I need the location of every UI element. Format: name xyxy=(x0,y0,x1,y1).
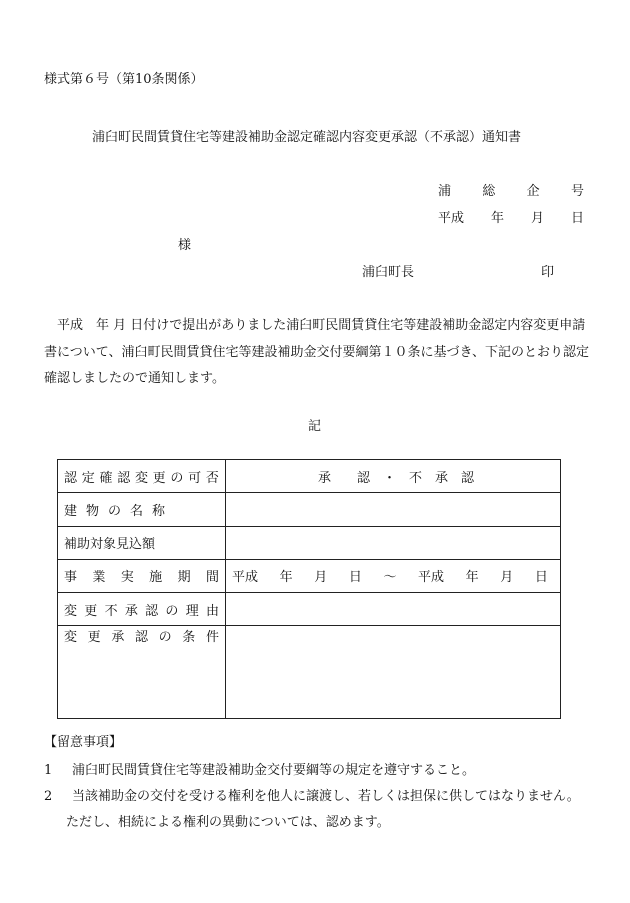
table-row xyxy=(58,593,561,626)
label-char: 変 xyxy=(64,603,78,619)
label-char: 期 xyxy=(177,570,191,586)
issuer-char: 浦 xyxy=(438,184,452,199)
table-row xyxy=(58,460,561,493)
table-row xyxy=(58,526,561,559)
seal-mark: 印 xyxy=(541,265,555,280)
approval-conditions-value xyxy=(226,626,561,719)
period-part: 平成 xyxy=(418,570,445,586)
note-text: 当該補助金の交付を受ける権利を他人に譲渡し、若しくは担保に供してはなりません。 xyxy=(72,789,580,804)
building-name-value xyxy=(226,493,561,526)
label-char: 事 xyxy=(64,570,78,586)
label-char: 更 xyxy=(87,630,101,646)
label-char: 更 xyxy=(84,603,98,619)
label-char: 業 xyxy=(92,570,106,586)
addressee-suffix: 様 xyxy=(178,238,192,253)
note-item xyxy=(44,785,580,804)
period-part: 年 xyxy=(465,570,479,586)
document-title: 浦臼町民間賃貸住宅等建設補助金認定確認内容変更承認（不承認）通知書 xyxy=(92,130,522,145)
ki-heading: 記 xyxy=(308,419,322,434)
sender-name: 浦臼町長 xyxy=(362,265,415,280)
label-rejection-reason xyxy=(58,593,226,626)
label-approval xyxy=(58,460,226,493)
period-part: 平成 xyxy=(232,570,259,586)
label-char: 不 xyxy=(104,603,118,619)
label-approval-conditions xyxy=(58,626,226,719)
label-char: の xyxy=(165,603,179,619)
label-char: 否 xyxy=(205,470,219,486)
label-char: の xyxy=(170,470,184,486)
label-char: 条 xyxy=(182,630,196,646)
note-number: 1 xyxy=(44,763,53,778)
label-char: 間 xyxy=(205,570,219,586)
label-char: 物 xyxy=(85,503,99,519)
period-part: ～ xyxy=(383,570,397,586)
label-char: 称 xyxy=(151,503,165,519)
table-row xyxy=(58,493,561,526)
subsidy-amount-value xyxy=(226,526,561,559)
note-number: 2 xyxy=(44,789,53,804)
issuer-number xyxy=(438,180,584,199)
date-month: 月 xyxy=(530,211,544,226)
issuer-char: 総 xyxy=(482,184,496,199)
note-continuation: ただし、相続による権利の異動については、認めます。 xyxy=(66,815,390,830)
label-char: 承 xyxy=(124,603,138,619)
label-char: 更 xyxy=(152,470,166,486)
table-row xyxy=(58,559,561,592)
label-char: 認 xyxy=(134,630,148,646)
label-period xyxy=(58,559,226,592)
table-row xyxy=(58,626,561,719)
label-char: の xyxy=(158,630,172,646)
label-char: の xyxy=(107,503,121,519)
details-table xyxy=(57,459,561,719)
period-part: 日 xyxy=(534,570,548,586)
issue-date xyxy=(438,207,584,226)
approval-value: 承 認 ・ 不 承 認 xyxy=(226,460,561,493)
period-part: 月 xyxy=(314,570,328,586)
label-subsidy-amount: 補助対象見込額 xyxy=(58,526,226,559)
label-char: 変 xyxy=(64,630,78,646)
period-value xyxy=(226,559,561,592)
label-char: 確 xyxy=(99,470,113,486)
label-char: 認 xyxy=(145,603,159,619)
label-char: 名 xyxy=(129,503,143,519)
note-text: 浦臼町民間賃貸住宅等建設補助金交付要綱等の規定を遵守すること。 xyxy=(72,763,476,778)
notes-heading: 【留意事項】 xyxy=(44,735,123,750)
label-char: 件 xyxy=(205,630,219,646)
label-char: 定 xyxy=(81,470,95,486)
label-char: 理 xyxy=(185,603,199,619)
label-char: 変 xyxy=(134,470,148,486)
issuer-char: 号 xyxy=(570,184,584,199)
period-part: 日 xyxy=(348,570,362,586)
label-char: 認 xyxy=(117,470,131,486)
label-char: 認 xyxy=(64,470,78,486)
date-era: 平成 xyxy=(438,211,465,226)
label-char: 可 xyxy=(188,470,202,486)
rejection-reason-value xyxy=(226,593,561,626)
label-char: 施 xyxy=(149,570,163,586)
form-number: 様式第６号（第10条関係） xyxy=(44,72,204,87)
note-item xyxy=(44,759,475,778)
date-day: 日 xyxy=(570,211,584,226)
issuer-char: 企 xyxy=(526,184,540,199)
label-char: 建 xyxy=(64,503,78,519)
date-year: 年 xyxy=(490,211,504,226)
label-char: 由 xyxy=(205,603,219,619)
period-part: 月 xyxy=(500,570,514,586)
body-text: 平成 年 月 日付けで提出がありました浦臼町民間賃貸住宅等建設補助金認定内容変更申請書について、浦臼町民間賃貸住宅等建設補助金交付要綱第１０条に基づき、下記のとおり認定確認しましたので通知します。 xyxy=(44,318,589,386)
label-char: 承 xyxy=(111,630,125,646)
label-building-name xyxy=(58,493,226,526)
period-part: 年 xyxy=(279,570,293,586)
label-char: 実 xyxy=(120,570,134,586)
